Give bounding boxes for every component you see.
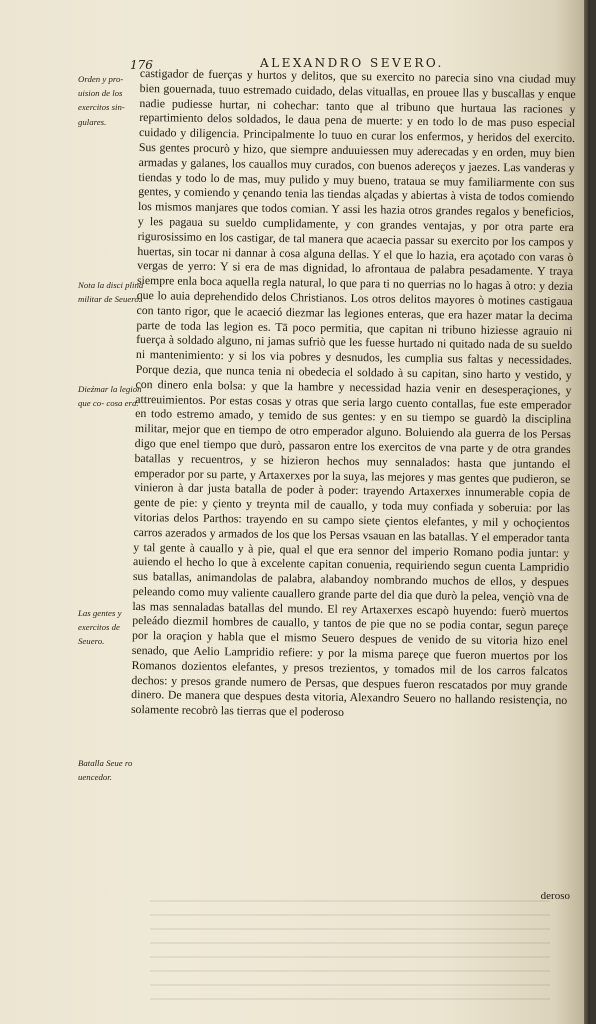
margin-note-4: Las gentes y exercitos de Seuero.: [78, 608, 122, 647]
running-head: ALEXANDRO SEVERO.: [260, 56, 444, 70]
folio-number: 176: [130, 58, 153, 72]
margin-note-1: Orden y pro- uision de los exercitos sin- gulares.: [78, 74, 125, 127]
catchword: deroso: [540, 890, 570, 902]
margin-note-2: Nota la disci plina militar de Seuero.: [78, 280, 144, 305]
margin-note-5: Batalla Seue ro uencedor.: [78, 758, 133, 783]
main-text-block: [128, 66, 576, 902]
page-edge: [584, 0, 590, 1024]
body-paragraph: castigador de fuerças y hurtos y delitos, que su exercito no parecia sino vna ciudad muy bien gouernada, tuuo estremado cuidado, delas vituallas, en prouee llas y buscallas y enque nadie pudiesse hurtar, ni cohechar: tanto que al tribuno que hurtaua las raciones y repartimiento delos soldados, le daua pena de muerte: y en todo lo de mas puso especial cuidado y diligencia. Principalmente lo tuuo en curar los enfermos, y heridos del exercito. Sus gentes procurò y hizo, que siempre anduuiessen muy aderecadas y en orden, muy bien armadas y galanes, los cauallos muy curados, con buenos adereços y jaezes. Las vanderas y tiendas y todo lo de mas, muy pulido y muy bueno, trataua se muy familiarmente con sus gentes, y comiendo y çenando tenia las tiendas alçadas y abiertas à vista de todos comiendo los mismos manjares que todos comian. Y assi les hazia otros grandes regalos y beneficios, y les pagaua su sueldo cumplidamente, y con grandes ventajas, y por otra parte era rigurosissimo en los castigar, de tal manera que acaecia passar su exercito por los campos y huertas, sin tocar ni dannar à cosa alguna dellas. Y el que lo hazia, era açotado con varas ò vergas de yerro: Y si era de mas dignidad, lo afrontaua de palabra pesadamente. Y traya siempre enla boca aquella regla natural, lo que para ti no querrias no lo hagas à otro: y dezia que lo auia deprehendido delos Christianos. Los otros delitos mayores ò motines castigaua con tanto rigor, que le acaeció diezmar las legiones enteras, que era hazer matar la decima parte de toda las legion es. Tā poco permitia, que capitan ni tribuno hiziesse agrauio ni fuerça à soldado alguno, ni jamas sufriò que les fuesse hurtado ni quitado nada de su sueldo ni mantenimiento: y si los via pobres y desnudos, les cumplia sus faltas y necessidades. Porque dezia, que nunca tenia ni obedecia el soldado à su capitan, sino harto y vestido, y con dinero enla bolsa: y que la hambre y necessidad hazia venir en desesperaçiones, y attreuimientos. Por estas cosas y otras que seria largo cuento contallas, fue este emperador en todo estremo amado, y temido de sus gentes: y en su tiempo se guardò la disciplina militar, mejor que en tiempo de otro emperador alguno. Boluiendo ala guerra de los Persas digo que enel tiempo que durò, passaron entre los exercitos de vna parte y de otra grandes batallas y recuentros, y se hizieron hechos muy sennalados: hasta que juntando el emperador por su parte, y Artaxerxes por la suya, las mejores y mas gentes que pudieron, se vinieron à dar justa batalla de poder à poder: trayendo Artaxerxes innumerable copia de gente de pie: y çiento y treynta mil de cauallo, y toda muy confiada y soberuia: por las vitorias delos Parthos: trayendo en su campo siete çientos elefantes, y mil y ochoçientos carros azerados y armados de los que los Persas vsauan en las batallas. Y el emperador tanta y tal gente à cauallo y à pie, qual el que era sennor del imperio Romano podia juntar: y auiendo el hecho lo que à excelente capitan conuenia, requiriendo segun cuenta Lampridio sus batallas, animandolas de palabra, alabandoy nombrando muchos de ellos, y despues peleando como muy valiente cauallero grande parte del dia que durò la pelea, vençiò vna de las mas sennaladas batallas del mundo. El rey Artaxerxes escapò huyendo: fuerò muertos peleádo diezmil hombres de cauallo, y tantos de pie que no se podia contar, segun pareçe por la oraçion y habla que el mismo Seuero despues de venido de su vitoria hizo enel senado, que Aelio Lampridio refiere: y por la misma pareçe que fueron muertos por los Romanos dozientos elefantes, y presos trezientos, y tomados mil de los carros falcatos dechos: y presos grande numero de Persas, que despues fueron rescatados por muy grande dinero. De manera que despues desta vitoria, Alexandro Seuero no hallando resistençia, no solamente recobrò las tierras que el poderoso: [130, 66, 576, 720]
margin-note-3: Dieźmar la legion que co- cosa era.: [78, 384, 142, 409]
show-through-texture: [150, 900, 550, 1000]
